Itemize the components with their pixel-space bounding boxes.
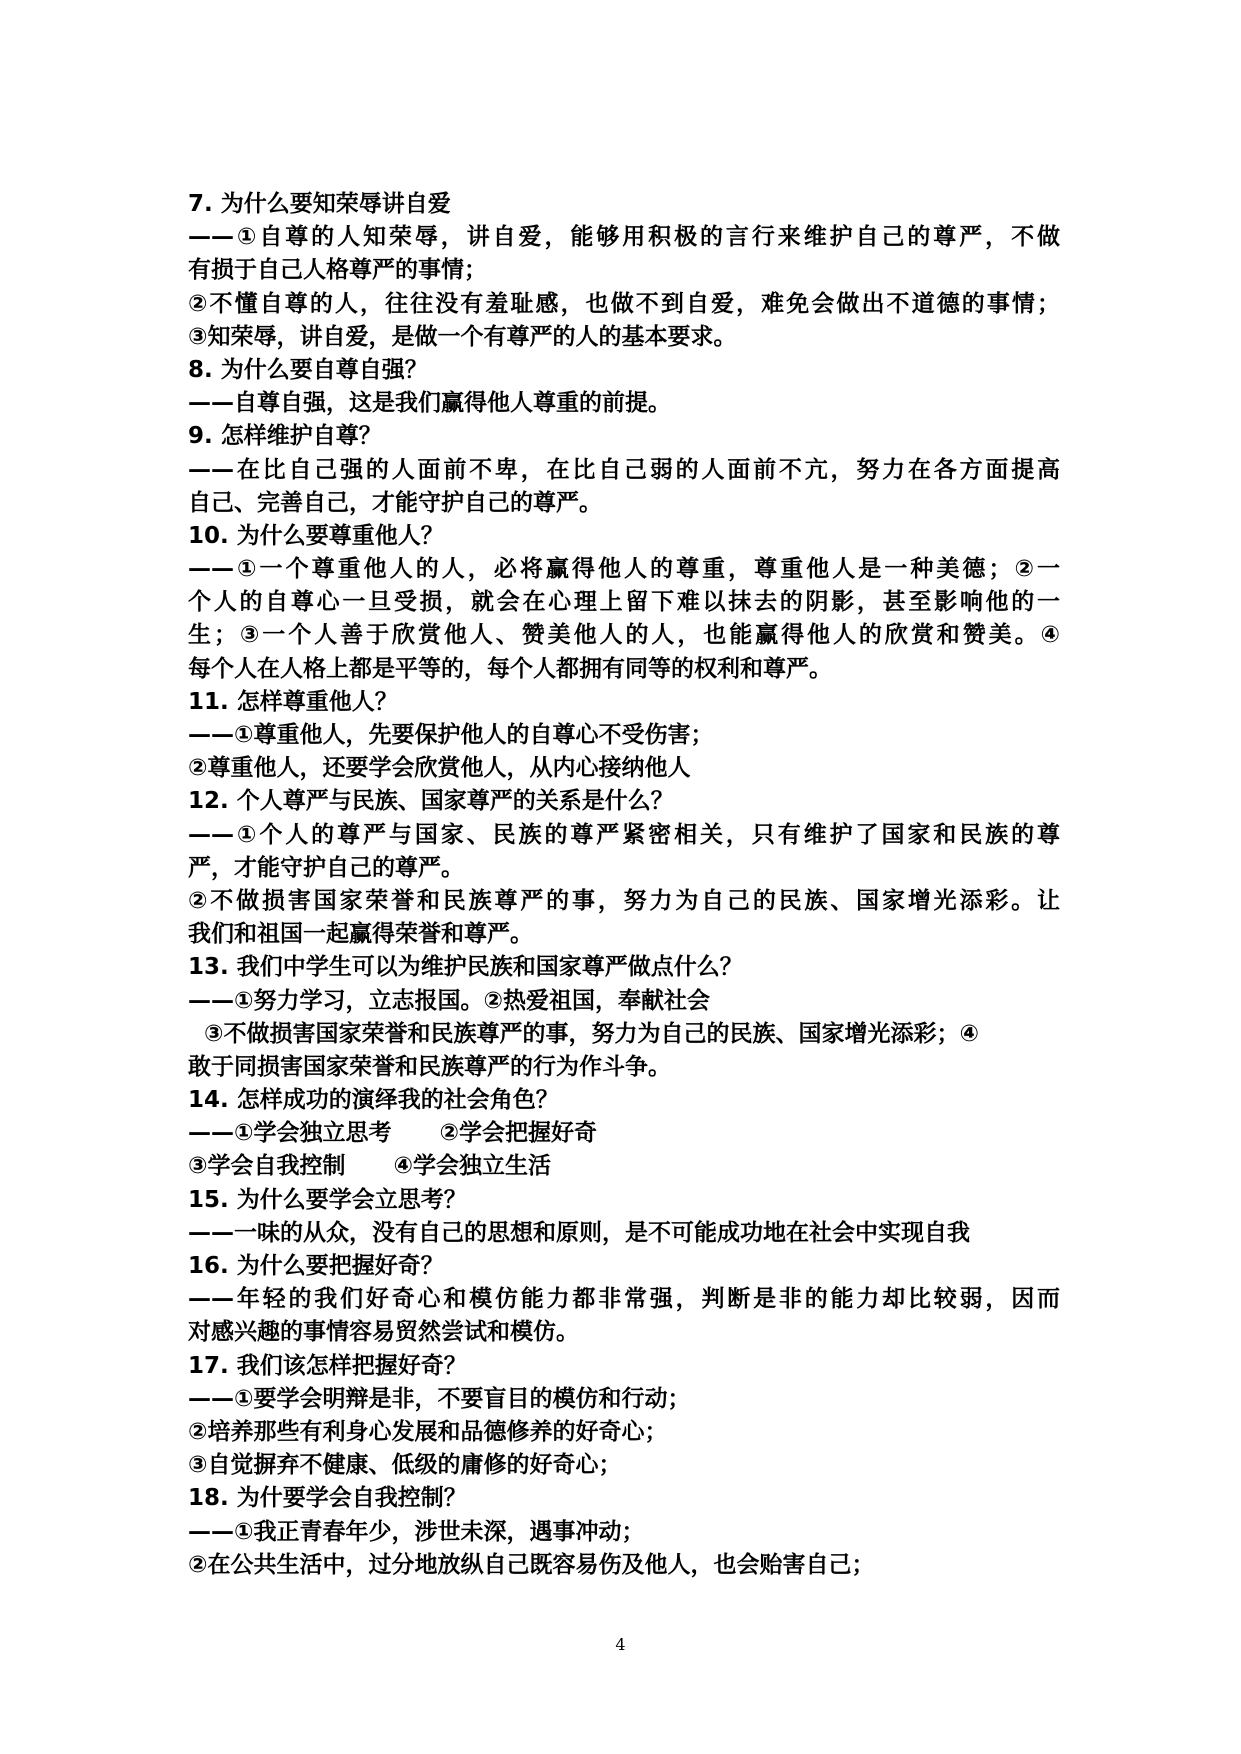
answer-line: 生；③一个人善于欣赏他人、赞美他人的人，也能赢得他人的欣赏和赞美。④ (188, 622, 1060, 649)
question-heading: 12. 个人尊严与民族、国家尊严的关系是什么？ (188, 788, 674, 815)
answer-line: ——年轻的我们好奇心和模仿能力都非常强，判断是非的能力却比较弱，因而 (188, 1286, 1060, 1313)
question-heading: 7. 为什么要知荣辱讲自爱 (188, 191, 451, 217)
question-heading: 15. 为什么要学会立思考？ (188, 1186, 467, 1213)
question-heading: 13. 我们中学生可以为维护民族和国家尊严做点什么？ (188, 954, 743, 981)
answer-line: ——①自尊的人知荣辱，讲自爱，能够用积极的言行来维护自己的尊严，不做 (188, 224, 1060, 251)
answer-line: 严，才能守护自己的尊严。 (188, 854, 464, 881)
question-heading: 10. 为什么要尊重他人？ (188, 522, 444, 549)
answer-line: ②不做损害国家荣誉和民族尊严的事，努力为自己的民族、国家增光添彩。让 (188, 887, 1060, 914)
answer-line: ——①尊重他人，先要保护他人的自尊心不受伤害； (188, 722, 714, 748)
answer-line: ——①努力学习，立志报国。②热爱祖国，奉献社会 (188, 987, 710, 1014)
answer-line: ——①我正青春年少，涉世未深，遇事冲动； (188, 1518, 645, 1545)
answer-line: ②在公共生活中，过分地放纵自己既容易伤及他人，也会贻害自己； (188, 1551, 875, 1578)
answer-line: ③学会自我控制 ④学会独立生活 (188, 1153, 551, 1180)
document-body (188, 188, 1060, 1582)
answer-line: 每个人在人格上都是平等的，每个人都拥有同等的权利和尊严。 (188, 655, 832, 682)
question-heading: 11. 怎样尊重他人？ (188, 688, 398, 715)
answer-line: ②不懂自尊的人，往往没有羞耻感，也做不到自爱，难免会做出不道德的事情； (188, 290, 1060, 317)
question-heading: 9. 怎样维护自尊？ (188, 423, 382, 450)
answer-line: ——①一个尊重他人的人，必将赢得他人的尊重，尊重他人是一种美德；②一 (188, 556, 1060, 583)
answer-line: ——①个人的尊严与国家、民族的尊严紧密相关，只有维护了国家和民族的尊 (188, 821, 1060, 848)
question-heading: 17. 我们该怎样把握好奇？ (188, 1352, 467, 1379)
answer-line: ——自尊自强，这是我们赢得他人尊重的前提。 (188, 390, 671, 417)
answer-line: ——一味的从众，没有自己的思想和原则，是不可能成功地在社会中实现自我 (188, 1219, 970, 1246)
answer-line: 敢于同损害国家荣誉和民族尊严的行为作斗争。 (188, 1053, 671, 1080)
answer-line: ③知荣辱，讲自爱，是做一个有尊严的人的基本要求。 (188, 323, 737, 350)
answer-line: 对感兴趣的事情容易贸然尝试和模仿。 (188, 1319, 579, 1346)
answer-line: 自己、完善自己，才能守护自己的尊严。 (188, 489, 602, 516)
answer-line: 个人的自尊心一旦受损，就会在心理上留下难以抹去的阴影，甚至影响他的一 (188, 589, 1060, 616)
answer-line: 我们和祖国一起赢得荣誉和尊严。 (188, 921, 533, 948)
question-heading: 8. 为什么要自尊自强？ (188, 356, 428, 383)
page-number: 4 (615, 1635, 626, 1654)
question-heading: 16. 为什么要把握好奇？ (188, 1253, 444, 1279)
answer-line: ②尊重他人，还要学会欣赏他人，从内心接纳他人 (188, 755, 691, 782)
answer-line: 有损于自己人格尊严的事情； (188, 257, 487, 284)
answer-line: ③不做损害国家荣誉和民族尊严的事，努力为自己的民族、国家增光添彩；④ (188, 1020, 979, 1047)
answer-line: ③自觉摒弃不健康、低级的庸修的好奇心； (188, 1452, 622, 1479)
answer-line: ②培养那些有利身心发展和品德修养的好奇心； (188, 1418, 668, 1445)
question-heading: 18. 为什要学会自我控制？ (188, 1485, 467, 1512)
answer-line: ——①要学会明辩是非，不要盲目的模仿和行动； (188, 1385, 691, 1412)
question-heading: 14. 怎样成功的演绎我的社会角色？ (188, 1087, 559, 1114)
answer-line: ——①学会独立思考 ②学会把握好奇 (188, 1120, 597, 1147)
answer-line: ——在比自己强的人面前不卑，在比自己弱的人面前不亢，努力在各方面提高 (188, 456, 1060, 483)
